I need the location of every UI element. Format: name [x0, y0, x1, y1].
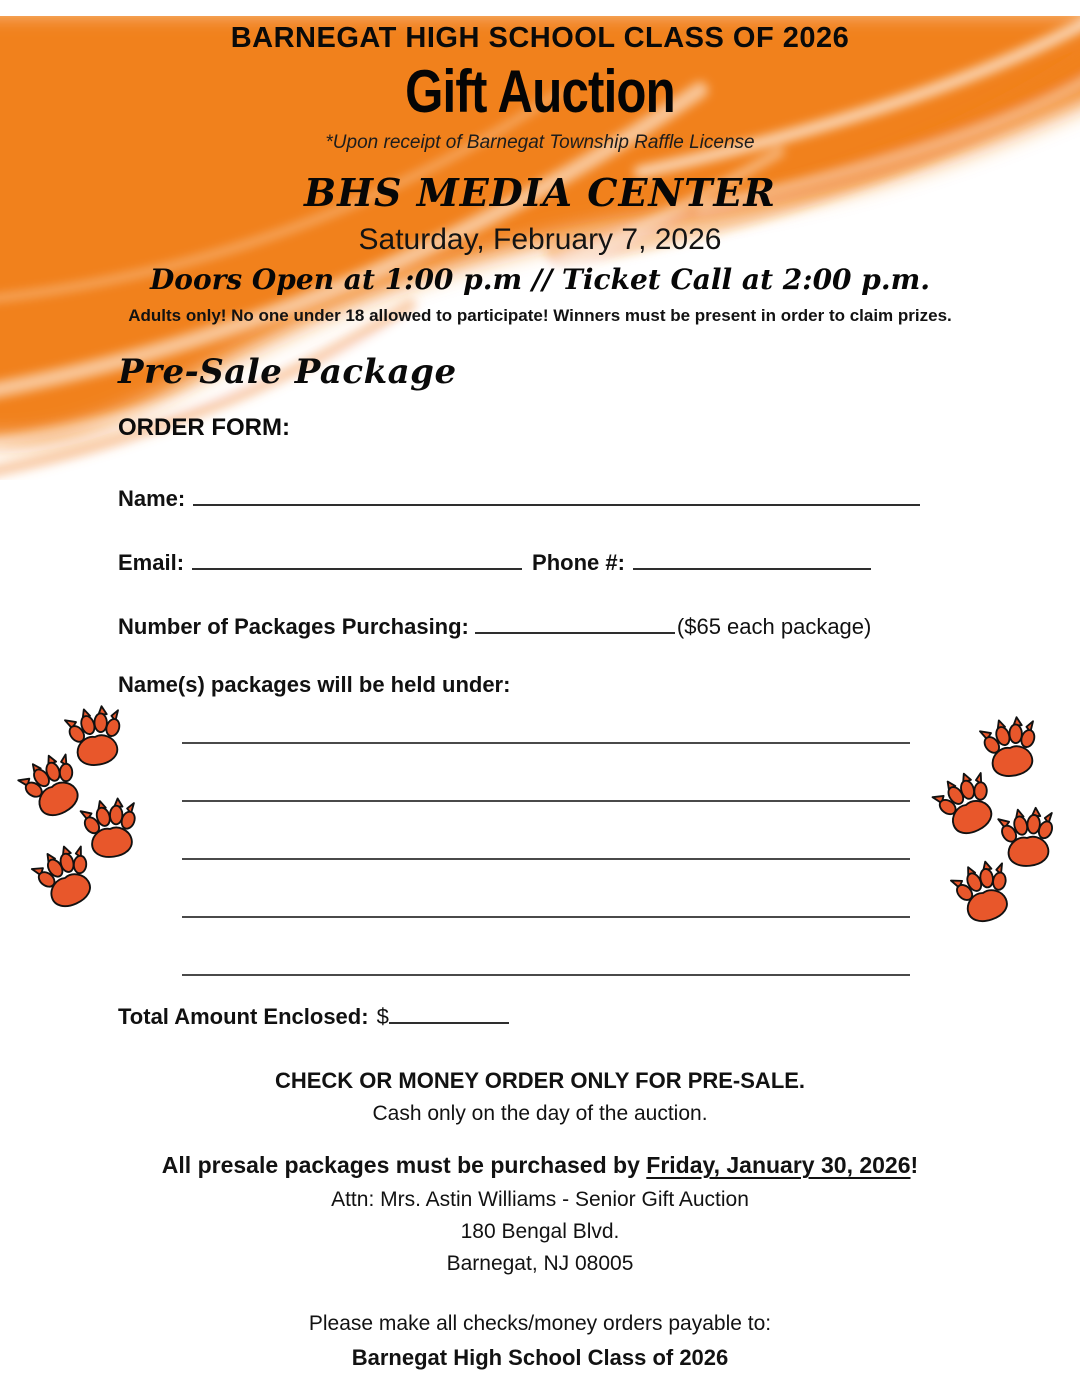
- name-write-in-blank: [193, 482, 920, 506]
- write-in-lines: [182, 698, 910, 976]
- email-phone-field-row: [118, 546, 928, 576]
- packages-write-in-blank: [475, 610, 675, 634]
- flyer-header: [0, 0, 1080, 326]
- deadline-prefix: All presale packages must be purchased by: [161, 1152, 647, 1178]
- check-notice: CHECK OR MONEY ORDER ONLY FOR PRE-SALE.: [274, 1068, 806, 1093]
- adults-only-note: Adults only! No one under 18 allowed to participate! Winners must be present in order to claim prizes.: [128, 306, 952, 325]
- phone-write-in-blank: [633, 546, 871, 570]
- total-write-in-blank: [389, 1000, 509, 1024]
- phone-label: Phone #:: [532, 550, 625, 575]
- address-line-2: Barnegat, NJ 08005: [446, 1252, 634, 1275]
- dollar-sign: $: [376, 1004, 389, 1029]
- write-in-line: [182, 744, 910, 802]
- deadline-suffix: !: [910, 1152, 919, 1178]
- email-write-in-blank: [192, 546, 522, 570]
- packages-field-row: [118, 610, 1080, 640]
- order-form-heading: ORDER FORM:: [118, 414, 290, 441]
- package-price-note: ($65 each package): [676, 614, 872, 639]
- presale-package-heading: Pre-Sale Package: [118, 352, 457, 392]
- write-in-line: [182, 918, 910, 976]
- name-label: Name:: [118, 486, 186, 511]
- address-line-1: 180 Bengal Blvd.: [460, 1220, 620, 1243]
- event-title: Gift Auction: [405, 58, 675, 125]
- email-label: Email:: [118, 550, 185, 575]
- total-field-row: [118, 1000, 1080, 1030]
- event-date: Saturday, February 7, 2026: [358, 223, 722, 256]
- payable-notice: Please make all checks/money orders payable to:: [308, 1312, 772, 1335]
- license-note: *Upon receipt of Barnegat Township Raffle License: [325, 132, 755, 153]
- write-in-line: [182, 802, 910, 860]
- flyer-footer: [0, 1068, 1080, 1371]
- held-under-label: Name(s) packages will be held under:: [118, 672, 511, 697]
- name-field-row: [118, 482, 920, 512]
- packages-label: Number of Packages Purchasing:: [118, 614, 469, 639]
- deadline-notice: [0, 1152, 1080, 1179]
- venue-name: BHS MEDIA CENTER: [304, 170, 776, 215]
- cash-notice: Cash only on the day of the auction.: [372, 1102, 708, 1125]
- deadline-date: Friday, January 30, 2026: [646, 1152, 911, 1178]
- payable-name: Barnegat High School Class of 2026: [351, 1345, 729, 1370]
- total-label: Total Amount Enclosed:: [118, 1004, 369, 1029]
- school-name: BARNEGAT HIGH SCHOOL CLASS OF 2026: [230, 22, 850, 54]
- event-times: Doors Open at 1:00 p.m // Ticket Call at 2:00 p.m.: [150, 263, 930, 296]
- order-form: [0, 482, 1080, 1030]
- attn-line: Attn: Mrs. Astin Williams - Senior Gift Auction: [331, 1188, 749, 1211]
- write-in-line: [182, 698, 910, 744]
- held-under-row: [118, 672, 1080, 698]
- write-in-line: [182, 860, 910, 918]
